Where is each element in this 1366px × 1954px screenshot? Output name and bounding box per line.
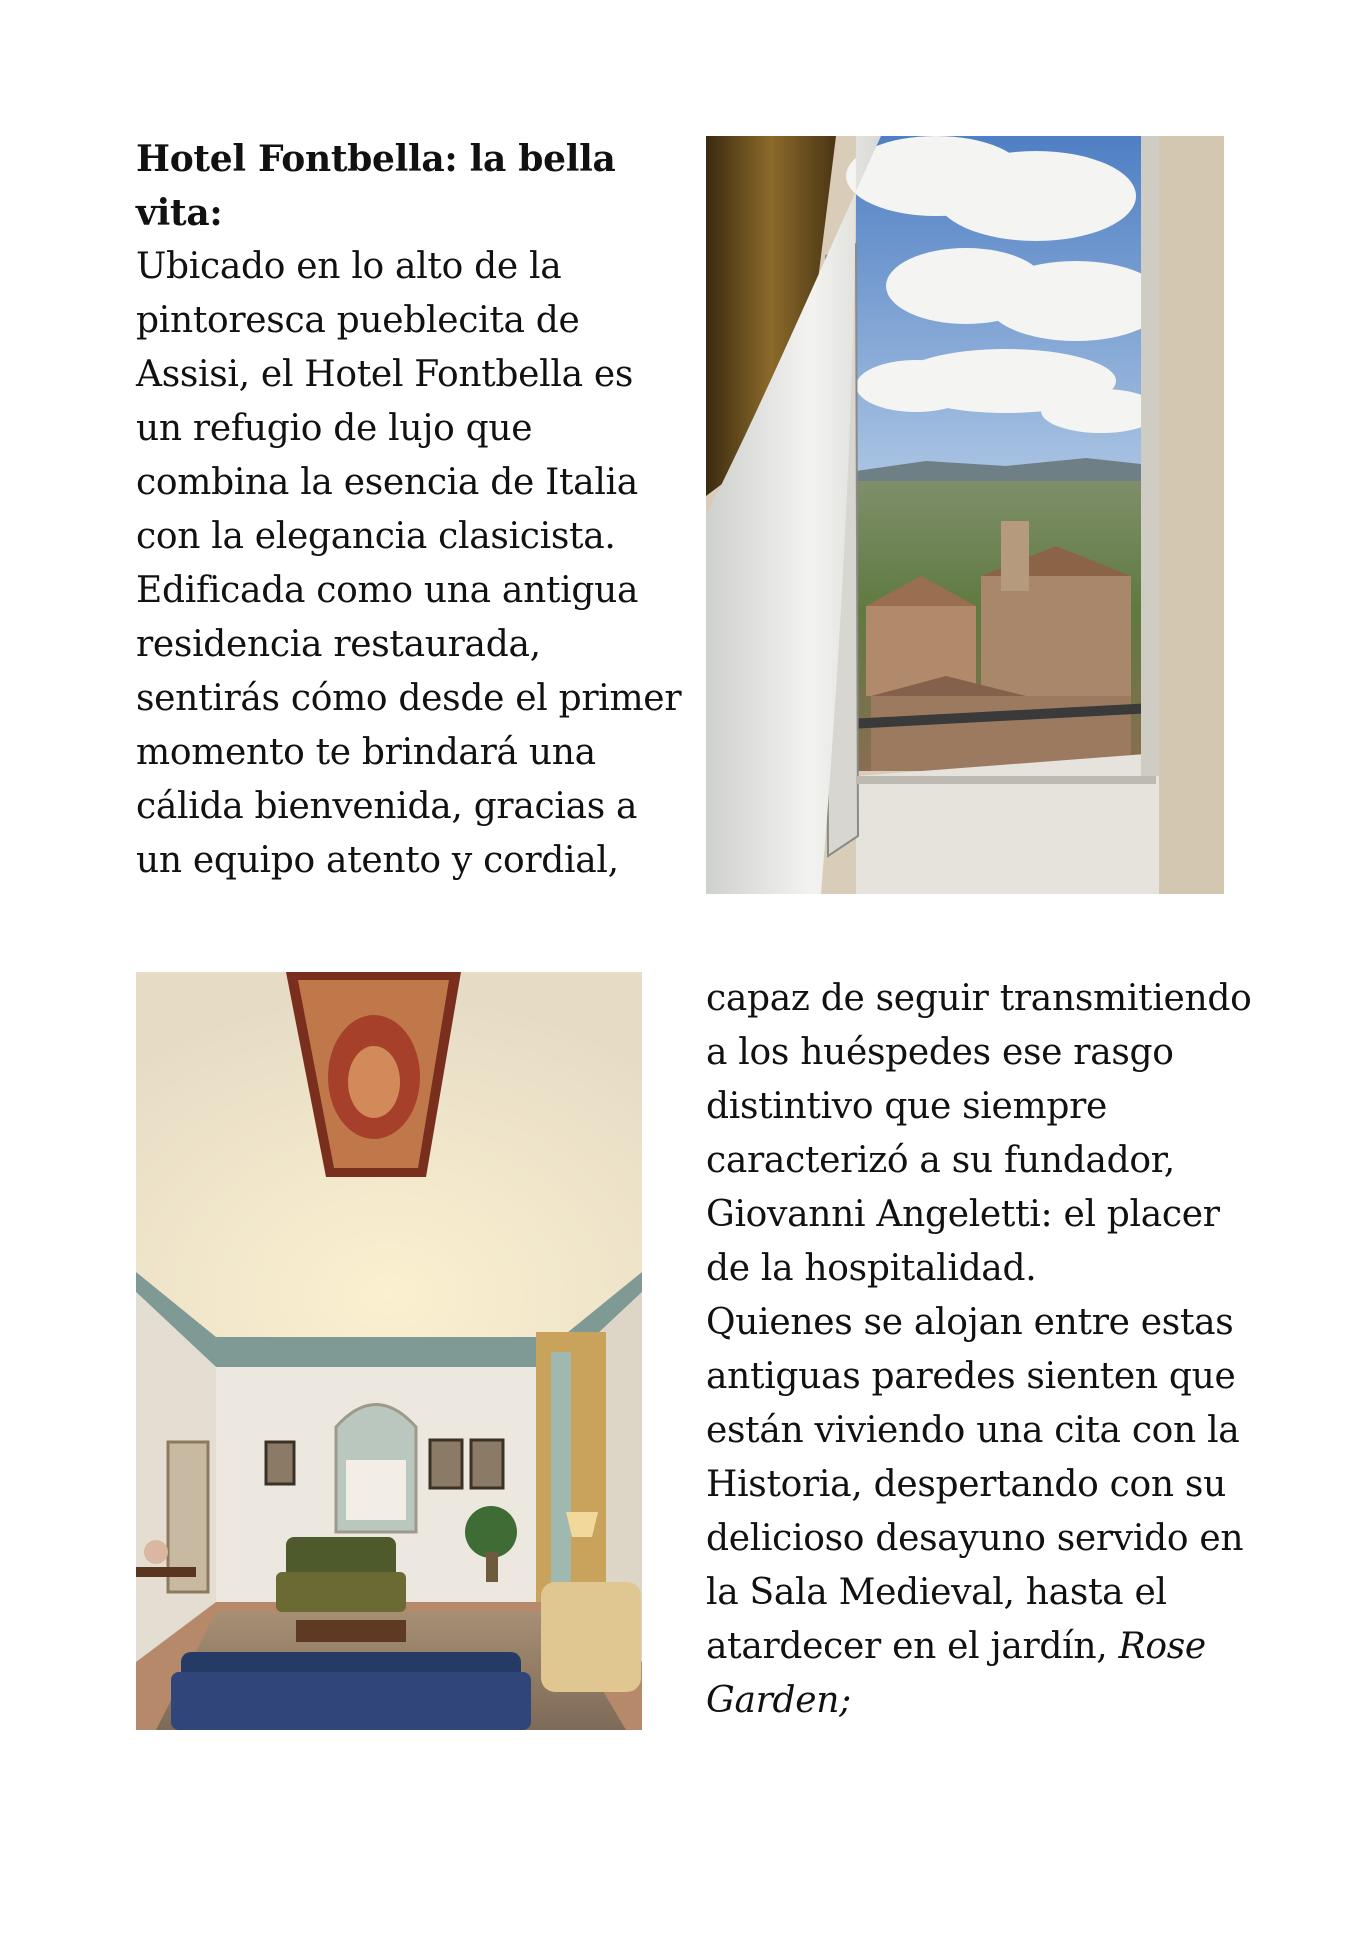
intro-paragraph bbox=[136, 240, 682, 888]
paragraph-line: caracterizó a su fundador, bbox=[706, 1140, 1175, 1181]
paragraph-line: distintivo que siempre bbox=[706, 1086, 1108, 1127]
paragraph-line: residencia restaurada, bbox=[136, 624, 541, 665]
article-title bbox=[136, 132, 676, 240]
paragraph-line: a los huéspedes ese rasgo bbox=[706, 1032, 1174, 1073]
salon-interior-photo bbox=[136, 972, 642, 1730]
intro-text-block bbox=[136, 132, 682, 888]
paragraph-line: un refugio de lujo que bbox=[136, 408, 533, 449]
title-line: Hotel Fontbella: la bella bbox=[136, 138, 616, 180]
paragraph-line: momento te brindará una bbox=[136, 732, 596, 773]
paragraph-line: Historia, despertando con su bbox=[706, 1464, 1226, 1505]
title-line: vita: bbox=[136, 192, 223, 234]
garden-name-italic-end: Garden; bbox=[706, 1680, 851, 1721]
paragraph-line: Ubicado en lo alto de la bbox=[136, 246, 562, 287]
paragraph-line: delicioso desayuno servido en bbox=[706, 1518, 1244, 1559]
paragraph-line: de la hospitalidad. bbox=[706, 1248, 1037, 1289]
paragraph-line: capaz de seguir transmitiendo bbox=[706, 978, 1252, 1019]
paragraph-line: Giovanni Angeletti: el placer bbox=[706, 1194, 1220, 1235]
paragraph-line: Assisi, el Hotel Fontbella es bbox=[136, 354, 634, 395]
garden-name-italic: Rose bbox=[1118, 1626, 1206, 1667]
continuation-text-block bbox=[706, 972, 1266, 1728]
window-view-photo bbox=[706, 136, 1224, 894]
paragraph-line: sentirás cómo desde el primer bbox=[136, 678, 682, 719]
line-text: atardecer en el jardín, bbox=[706, 1626, 1119, 1667]
paragraph-line: antiguas paredes sienten que bbox=[706, 1356, 1236, 1397]
paragraph-line: pintoresca pueblecita de bbox=[136, 300, 580, 341]
paragraph-line: la Sala Medieval, hasta el bbox=[706, 1572, 1167, 1613]
paragraph-line: un equipo atento y cordial, bbox=[136, 840, 619, 881]
paragraph-line: Edificada como una antigua bbox=[136, 570, 639, 611]
continuation-paragraph bbox=[706, 972, 1266, 1728]
paragraph-line: combina la esencia de Italia bbox=[136, 462, 638, 503]
paragraph-line bbox=[706, 1620, 1266, 1674]
paragraph-line: están viviendo una cita con la bbox=[706, 1410, 1240, 1451]
paragraph-line: Quienes se alojan entre estas bbox=[706, 1302, 1234, 1343]
paragraph-line: cálida bienvenida, gracias a bbox=[136, 786, 638, 827]
paragraph-line: con la elegancia clasicista. bbox=[136, 516, 616, 557]
